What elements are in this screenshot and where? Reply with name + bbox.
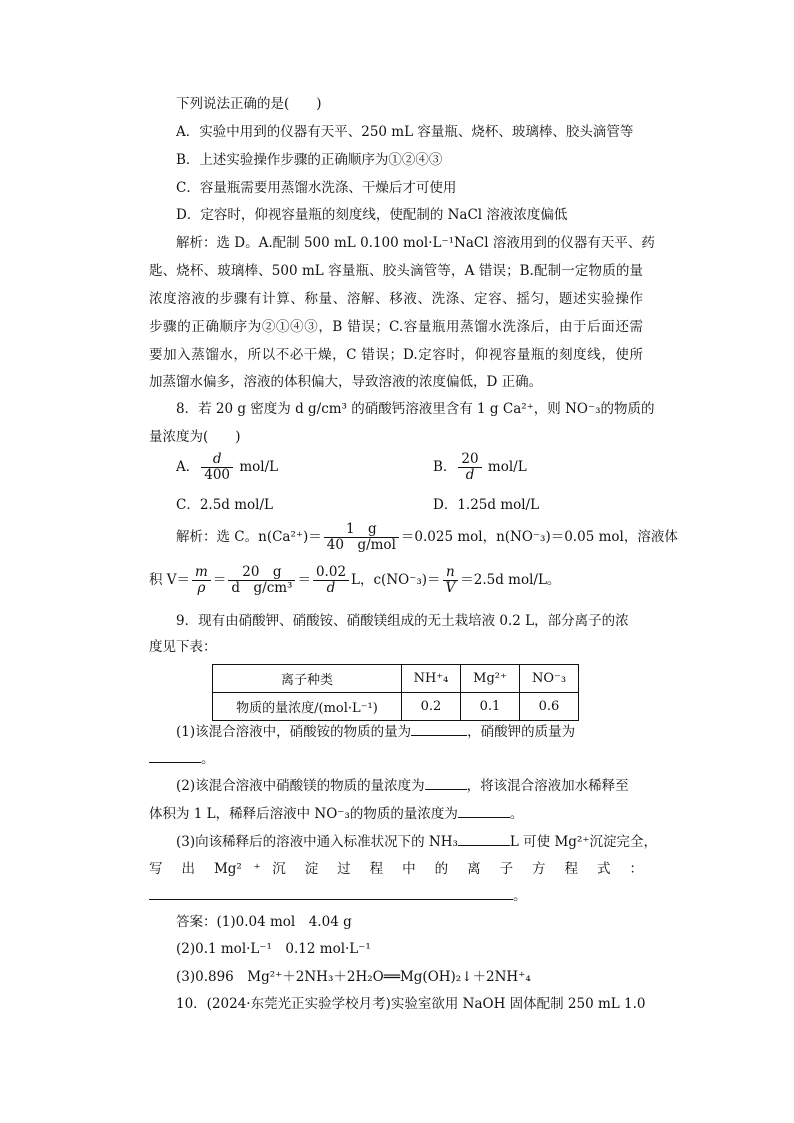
table-row (213, 665, 579, 693)
q9-answer-line: 答案：(1)0.04 mol 4.04 g (176, 914, 352, 930)
q9-sub2-line1 (176, 777, 629, 795)
q8-stem-line2: 量浓度为( ) (149, 429, 241, 445)
fraction (228, 565, 295, 596)
analysis-text: L，c(NO⁻₃)＝ (351, 572, 441, 588)
fraction-denominator: ρ (197, 580, 206, 596)
question-text: (1)该混合溶液中，硝酸铵的物质的量为 (176, 724, 412, 740)
q9-sub3-line2: 写 出 Mg² ⁺ 沉 淀 过 程 中 的 离 子 方 程 式 ： (149, 861, 643, 877)
option-unit: mol/L (239, 459, 279, 475)
answer-blank (458, 805, 510, 818)
fraction-denominator: d g/cm³ (231, 580, 293, 596)
fraction-numerator: 0.02 (313, 565, 349, 581)
question-text: (2)该混合溶液中硝酸镁的物质的量浓度为 (176, 778, 425, 794)
q8-stem-line1: 8．若 20 g 密度为 d g/cm³ 的硝酸钙溶液里含有 1 g Ca²⁺，则 NO⁻₃的物质的 (176, 401, 655, 417)
table-header-cell: NO⁻₃ (520, 665, 579, 693)
table-header-cell: 离子种类 (213, 665, 402, 693)
question-text: ，硝酸钾的质量为 (467, 724, 576, 740)
option-label: A． (176, 459, 200, 475)
q9-sub1-line2 (149, 750, 215, 768)
q7-analysis-line: 浓度溶液的步骤有计算、称量、溶解、移液、洗涤、定容、摇匀，题述实验操作 (149, 291, 643, 307)
q9-answer-line: (3)0.896 Mg²⁺＋2NH₃＋2H₂O══Mg(OH)₂↓＋2NH⁺₄ (176, 969, 531, 985)
question-text: L 可使 Mg²⁺沉淀完全， (509, 834, 657, 850)
q7-analysis-line: 加蒸馏水偏多，溶液的体积偏大，导致溶液的浓度偏低，D 正确。 (149, 374, 543, 390)
question-text: 体积为 1 L，稀释后溶液中 NO⁻₃的物质的量浓度为 (149, 806, 458, 822)
fraction-denominator: 40 g/mol (326, 537, 396, 553)
answer-blank (425, 777, 467, 790)
option-unit: mol/L (487, 459, 527, 475)
fraction-numerator: d (201, 452, 233, 468)
answer-blank (411, 723, 467, 736)
answer-blank (149, 887, 513, 900)
table-cell: 0.1 (461, 693, 520, 721)
fraction (201, 452, 233, 483)
fraction-numerator: n (443, 565, 459, 581)
q7-analysis-line: 解析：选 D。A.配制 500 mL 0.100 mol·L⁻¹NaCl 溶液用到的仪器有天平、药 (176, 235, 655, 251)
q7-analysis-line: 匙、烧杯、玻璃棒、500 mL 容量瓶、胶头滴管等，A 错误；B.配制一定物质的量 (149, 263, 643, 279)
q9-sub2-line2 (149, 805, 523, 823)
analysis-text: 积 V＝ (149, 572, 191, 588)
q7-option-d: D．定容时，仰视容量瓶的刻度线，使配制的 NaCl 溶液浓度偏低 (176, 207, 568, 223)
q9-answer-line: (2)0.1 mol·L⁻¹ 0.12 mol·L⁻¹ (176, 941, 371, 957)
table-row (213, 693, 579, 721)
analysis-text: ＝0.025 mol，n(NO⁻₃)＝0.05 mol，溶液体 (400, 529, 678, 545)
question-text: ，将该混合溶液加水稀释至 (466, 778, 629, 794)
q7-option-b: B．上述实验操作步骤的正确顺序为①②④③ (176, 152, 443, 168)
q9-sub1-line1 (176, 723, 575, 741)
fraction-numerator: 1 g (324, 522, 399, 538)
answer-blank (149, 750, 201, 763)
question-text: 。 (201, 751, 215, 767)
q8-option-c: C．2.5d mol/L (176, 497, 273, 513)
q8-option-a (176, 452, 278, 483)
q10-stem: 10．(2024·东莞光正实验学校月考)实验室欲用 NaOH 固体配制 250 mL 1.0 (176, 996, 646, 1012)
q9-sub3-line1 (176, 833, 657, 851)
fraction-numerator: m (192, 565, 211, 581)
table-header-cell: Mg²⁺ (461, 665, 520, 693)
table-header-cell: NH⁺₄ (402, 665, 461, 693)
fraction-denominator: d (465, 467, 475, 483)
fraction-denominator: V (445, 580, 456, 596)
q8-analysis-line2: 积 V＝ $\frac{m}{\rho}$ ＝ $\frac{20 g}{\text{d g/cm³}}$ ＝ $\frac{0.02}{d}$ L，c(NO⁻₃)＝ $\frac{n}{V}$ ＝2.5d mol/L。 (149, 564, 561, 596)
option-label: B． (433, 459, 457, 475)
fraction-denominator: d (326, 580, 336, 596)
question-text: 。 (509, 806, 524, 822)
fraction-numerator: 20 g (228, 565, 295, 581)
question-text: (3)向该稀释后的溶液中通入标准状况下的 NH₃ (176, 834, 458, 850)
q7-option-a: A．实验中用到的仪器有天平、250 mL 容量瓶、烧杯、玻璃棒、胶头滴管等 (176, 124, 634, 140)
q8-analysis-line1 (176, 522, 678, 553)
analysis-text: ＝2.5d mol/L。 (460, 572, 561, 588)
q9-stem-line1: 9．现有由硝酸钾、硝酸铵、硝酸镁组成的无土栽培液 0.2 L，部分离子的浓 (176, 613, 629, 629)
analysis-text: 解析：选 C。n(Ca²⁺)＝ (176, 529, 322, 545)
fraction (313, 565, 349, 596)
table-cell: 物质的量浓度/(mol·L⁻¹) (213, 693, 402, 721)
fraction-numerator: 20 (458, 452, 481, 468)
fraction (324, 522, 399, 553)
q7-stem: 下列说法正确的是( ) (176, 96, 322, 112)
answer-blank (458, 833, 510, 846)
q7-option-c: C．容量瓶需要用蒸馏水洗涤、干燥后才可使用 (176, 180, 457, 196)
q8-option-b (433, 452, 527, 483)
q8-option-d: D．1.25d mol/L (433, 497, 540, 513)
q9-sub3-line3 (149, 887, 527, 905)
fraction (192, 565, 211, 596)
table-cell: 0.6 (520, 693, 579, 721)
fraction (458, 452, 481, 483)
ion-concentration-table (212, 664, 579, 721)
q7-analysis-line: 要加入蒸馏水，所以不必干燥，C 错误；D.定容时，仰视容量瓶的刻度线，使所 (149, 347, 643, 363)
table-cell: 0.2 (402, 693, 461, 721)
question-text: 。 (513, 888, 527, 904)
fraction-denominator: 400 (204, 467, 231, 483)
q9-stem-line2: 度见下表： (149, 639, 217, 655)
q7-analysis-line: 步骤的正确顺序为②①④③，B 错误；C.容量瓶用蒸馏水洗涤后，由于后面还需 (149, 319, 643, 335)
fraction (443, 565, 459, 596)
